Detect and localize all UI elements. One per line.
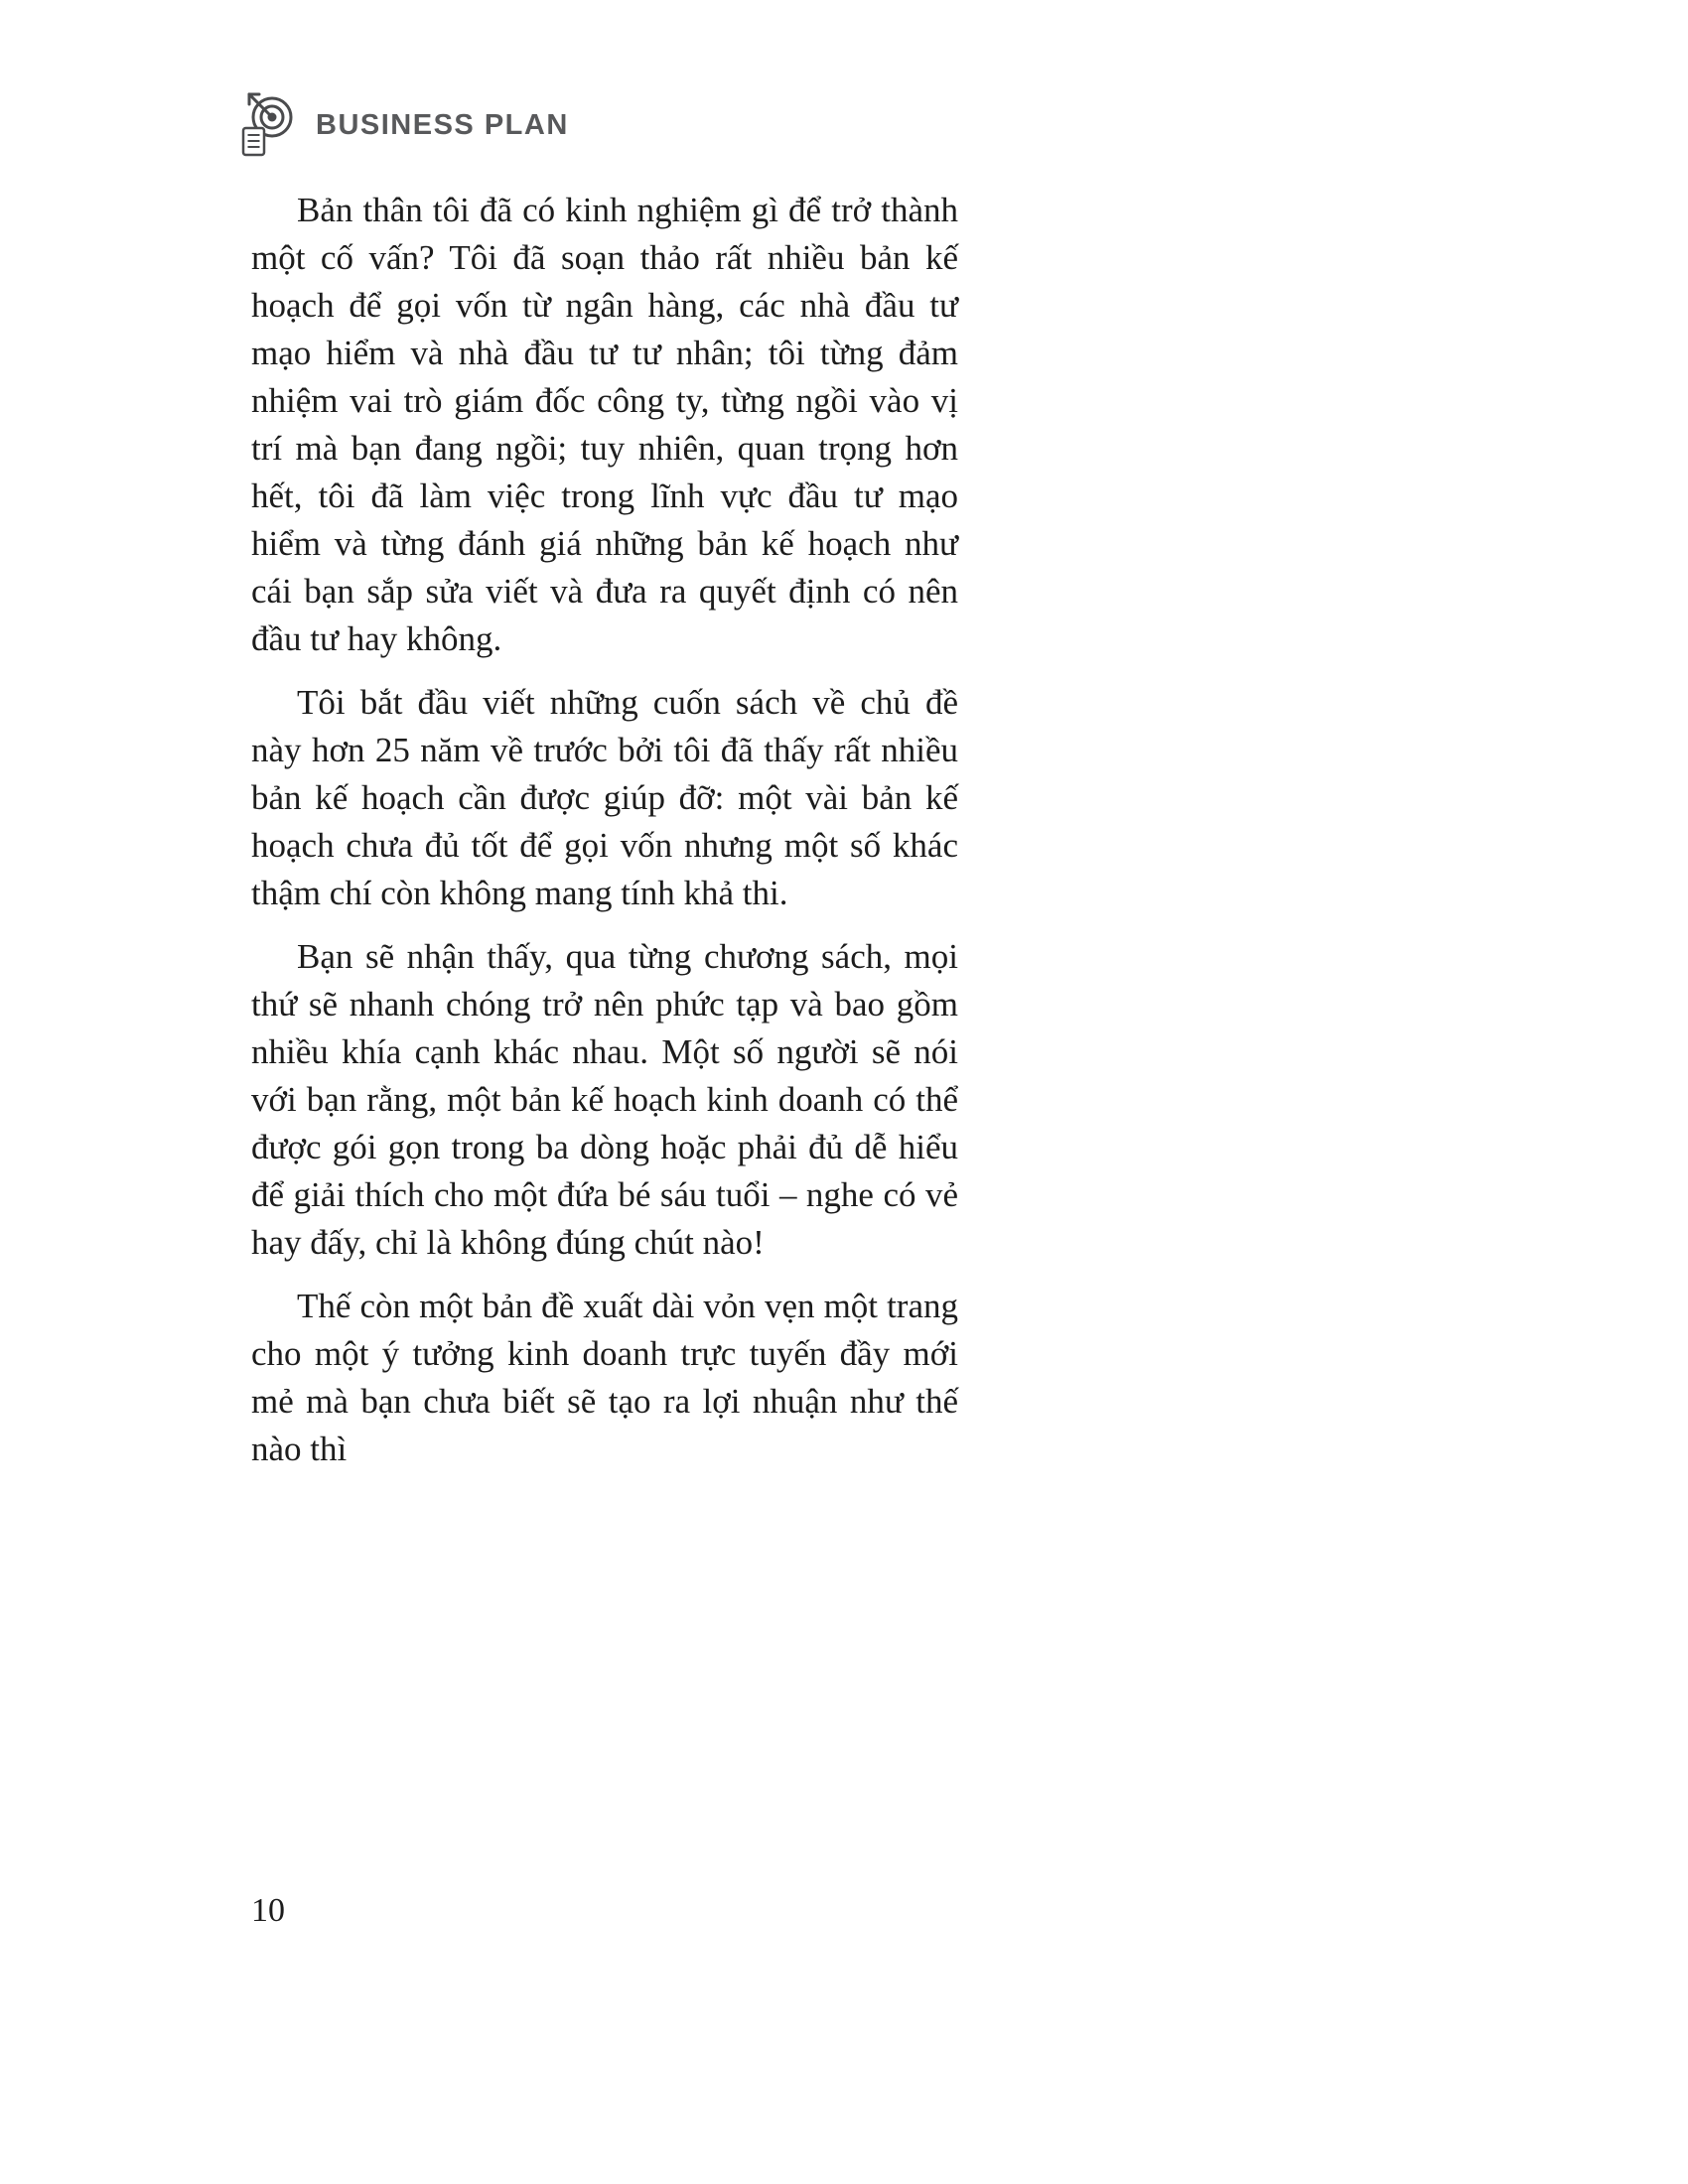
target-arrow-document-icon	[236, 89, 302, 157]
page-number: 10	[251, 1892, 285, 1929]
page-header	[236, 89, 569, 157]
body-text-block	[251, 187, 958, 1489]
paragraph: Tôi bắt đầu viết những cuốn sách về chủ đề này hơn 25 năm về trước bởi tôi đã thấy rất nhiều bản kế hoạch cần được giúp đỡ: một vài bản kế hoạch chưa đủ tốt để gọi vốn nhưng một số khác thậm chí còn không mang tính khả thi.	[251, 683, 958, 912]
paragraph: Bản thân tôi đã có kinh nghiệm gì để trở thành một cố vấn? Tôi đã soạn thảo rất nhiều bản kế hoạch để gọi vốn từ ngân hàng, các nhà đầu tư mạo hiểm và nhà đầu tư tư nhân; tôi từng đảm nhiệm vai trò giám đốc công ty, từng ngồi vào vị trí mà bạn đang ngồi; tuy nhiên, quan trọng hơn hết, tôi đã làm việc trong lĩnh vực đầu tư mạo hiểm và từng đánh giá những bản kế hoạch như cái bạn sắp sửa viết và đưa ra quyết định có nên đầu tư hay không.	[251, 191, 958, 658]
brand-label: BUSINESS PLAN	[316, 108, 569, 141]
paragraph: Bạn sẽ nhận thấy, qua từng chương sách, mọi thứ sẽ nhanh chóng trở nên phức tạp và bao gồm nhiều khía cạnh khác nhau. Một số người sẽ nói với bạn rằng, một bản kế hoạch kinh doanh có thể được gói gọn trong ba dòng hoặc phải đủ dễ hiểu để giải thích cho một đứa bé sáu tuổi – nghe có vẻ hay đấy, chỉ là không đúng chút nào!	[251, 937, 958, 1262]
paragraph: Thế còn một bản đề xuất dài vỏn vẹn một trang cho một ý tưởng kinh doanh trực tuyến đầy mới mẻ mà bạn chưa biết sẽ tạo ra lợi nhuận như thế nào thì	[251, 1287, 958, 1468]
